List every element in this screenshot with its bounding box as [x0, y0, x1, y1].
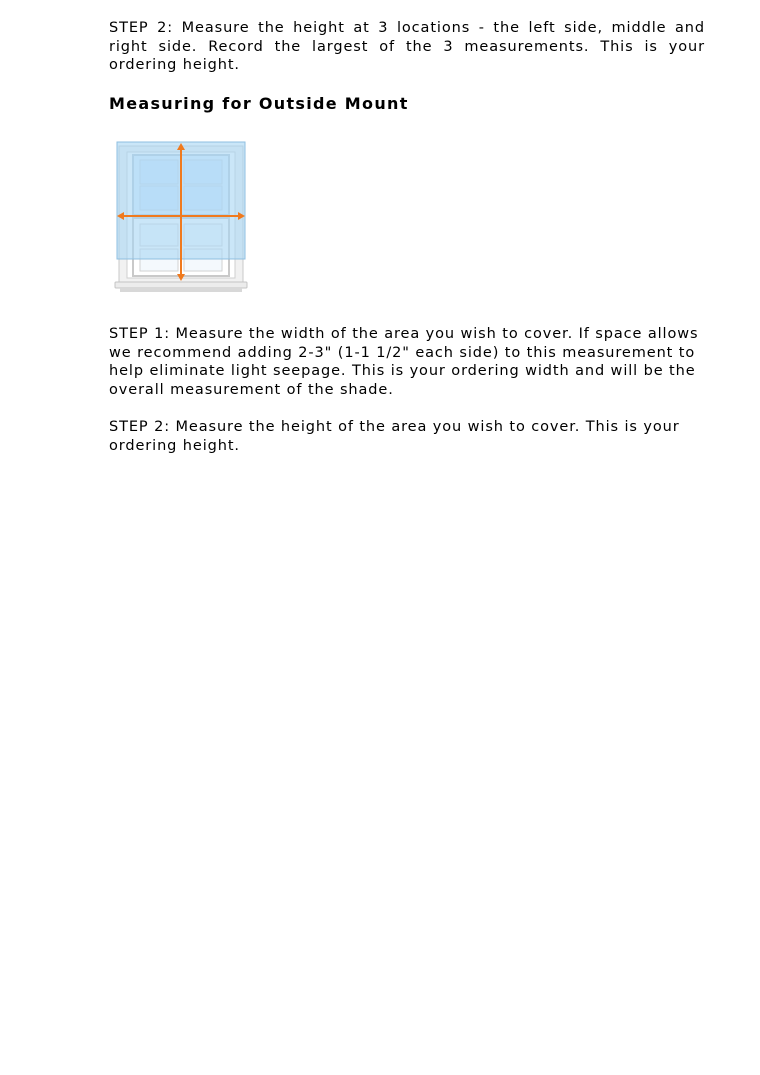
outside-mount-step1-text: STEP 1: Measure the width of the area you wish to cover. If space allows we recommend adding 2-3" (1-1 1/2" each side) to this measurement to help eliminate light seepage. This is your ordering width and will be the overall measurement of the shade. — [109, 326, 699, 399]
outside-mount-window-illustration — [113, 138, 249, 300]
window-diagram — [113, 138, 249, 300]
window-apron — [120, 288, 242, 292]
outside-mount-step2-text: STEP 2: Measure the height of the area you wish to cover. This is your ordering height. — [109, 419, 680, 454]
inside-mount-step2-text: STEP 2: Measure the height at 3 locations - the left side, middle and right side. Record the largest of the 3 measurements. This is your ordering height. — [109, 20, 705, 74]
section-heading: Measuring for Outside Mount — [109, 94, 409, 113]
window-sill — [115, 282, 247, 288]
